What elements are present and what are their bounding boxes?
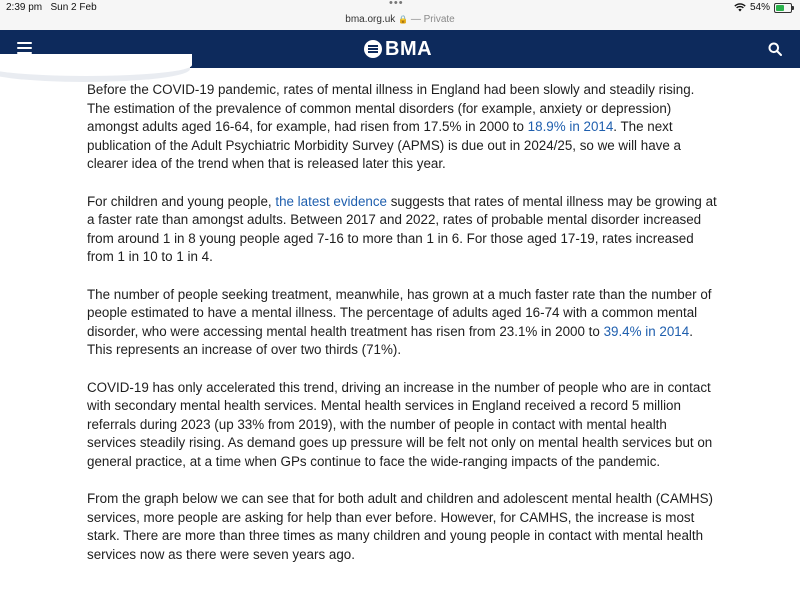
link-39-4-percent[interactable]: 39.4% in 2014 bbox=[603, 323, 690, 339]
paragraph-2: For children and young people, the latest evidence suggests that rates of mental illness may be growing at a faster rate than amongst adults. Between 2017 and 2022, rates of probable mental disorder increased from around 1 in 8 young people aged 7-16 to more than 1 in 6. For those aged 17-19, rates increased from 1 in 10 to 1 in 4. bbox=[87, 193, 717, 265]
status-time: 2:39 pm Sun 2 Feb bbox=[6, 2, 97, 13]
paragraph-3: The number of people seeking treatment, meanwhile, has grown at a much faster rate than the number of people estimated to have a mental illness. The percentage of adults aged 16-74 with a common mental disorder, who were accessing mental health treatment has risen from 23.1% in 2000 to 39.4% in 2014. This represents an increase of over two thirds (71%). bbox=[87, 286, 712, 358]
paragraph-1: Before the COVID-19 pandemic, rates of mental illness in England had been slowly and steadily rising. The estimation of the prevalence of common mental disorders (for example, anxiety or depression) amongst adults aged 16-64, for example, had risen from 17.5% in 2000 to 18.9% in 2014. The next publication of the Adult Psychiatric Morbidity Survey (APMS) is due out in 2024/25, so we will have a clearer idea of the trend when that is released later this year. bbox=[87, 82, 695, 172]
battery-percent: 54% bbox=[749, 2, 770, 13]
url-text[interactable]: bma.org.uk bbox=[345, 14, 396, 25]
url-bar[interactable] bbox=[0, 14, 800, 30]
private-label: — Private bbox=[410, 14, 455, 25]
status-right bbox=[734, 2, 792, 13]
article-body bbox=[87, 81, 717, 583]
multitask-dots-icon[interactable]: ••• bbox=[389, 0, 404, 9]
bma-logo-mark-icon bbox=[364, 40, 382, 58]
link-latest-evidence[interactable]: the latest evidence bbox=[275, 193, 388, 209]
search-icon[interactable] bbox=[768, 42, 782, 56]
paragraph-4: COVID-19 has only accelerated this trend, driving an increase in the number of people who are in contact with secondary mental health services. Mental health services in England received a record 5 million referrals during 2023 (up 33% from 2019), with the number of people in contact with mental health services steadily rising. As demand goes up pressure will be felt not only on mental health services but on general practice, at a time when GPs continue to face the wide-ranging impacts of the pandemic. bbox=[87, 379, 713, 469]
link-18-9-percent[interactable]: 18.9% in 2014 bbox=[527, 119, 614, 135]
bma-logo[interactable] bbox=[364, 38, 432, 60]
paragraph-5: From the graph below we can see that for both adult and children and adolescent mental health (CAMHS) services, more people are asking for help than ever before. However, for CAMHS, the increase is most stark. There are more than three times as many children and young people in contact with mental health services now as there were seven years ago. bbox=[87, 491, 713, 562]
wifi-icon bbox=[734, 3, 746, 12]
hamburger-menu-icon[interactable] bbox=[17, 42, 32, 54]
lock-icon: 🔒 bbox=[398, 15, 409, 24]
logo-text: BMA bbox=[385, 37, 433, 60]
battery-icon bbox=[774, 3, 792, 13]
